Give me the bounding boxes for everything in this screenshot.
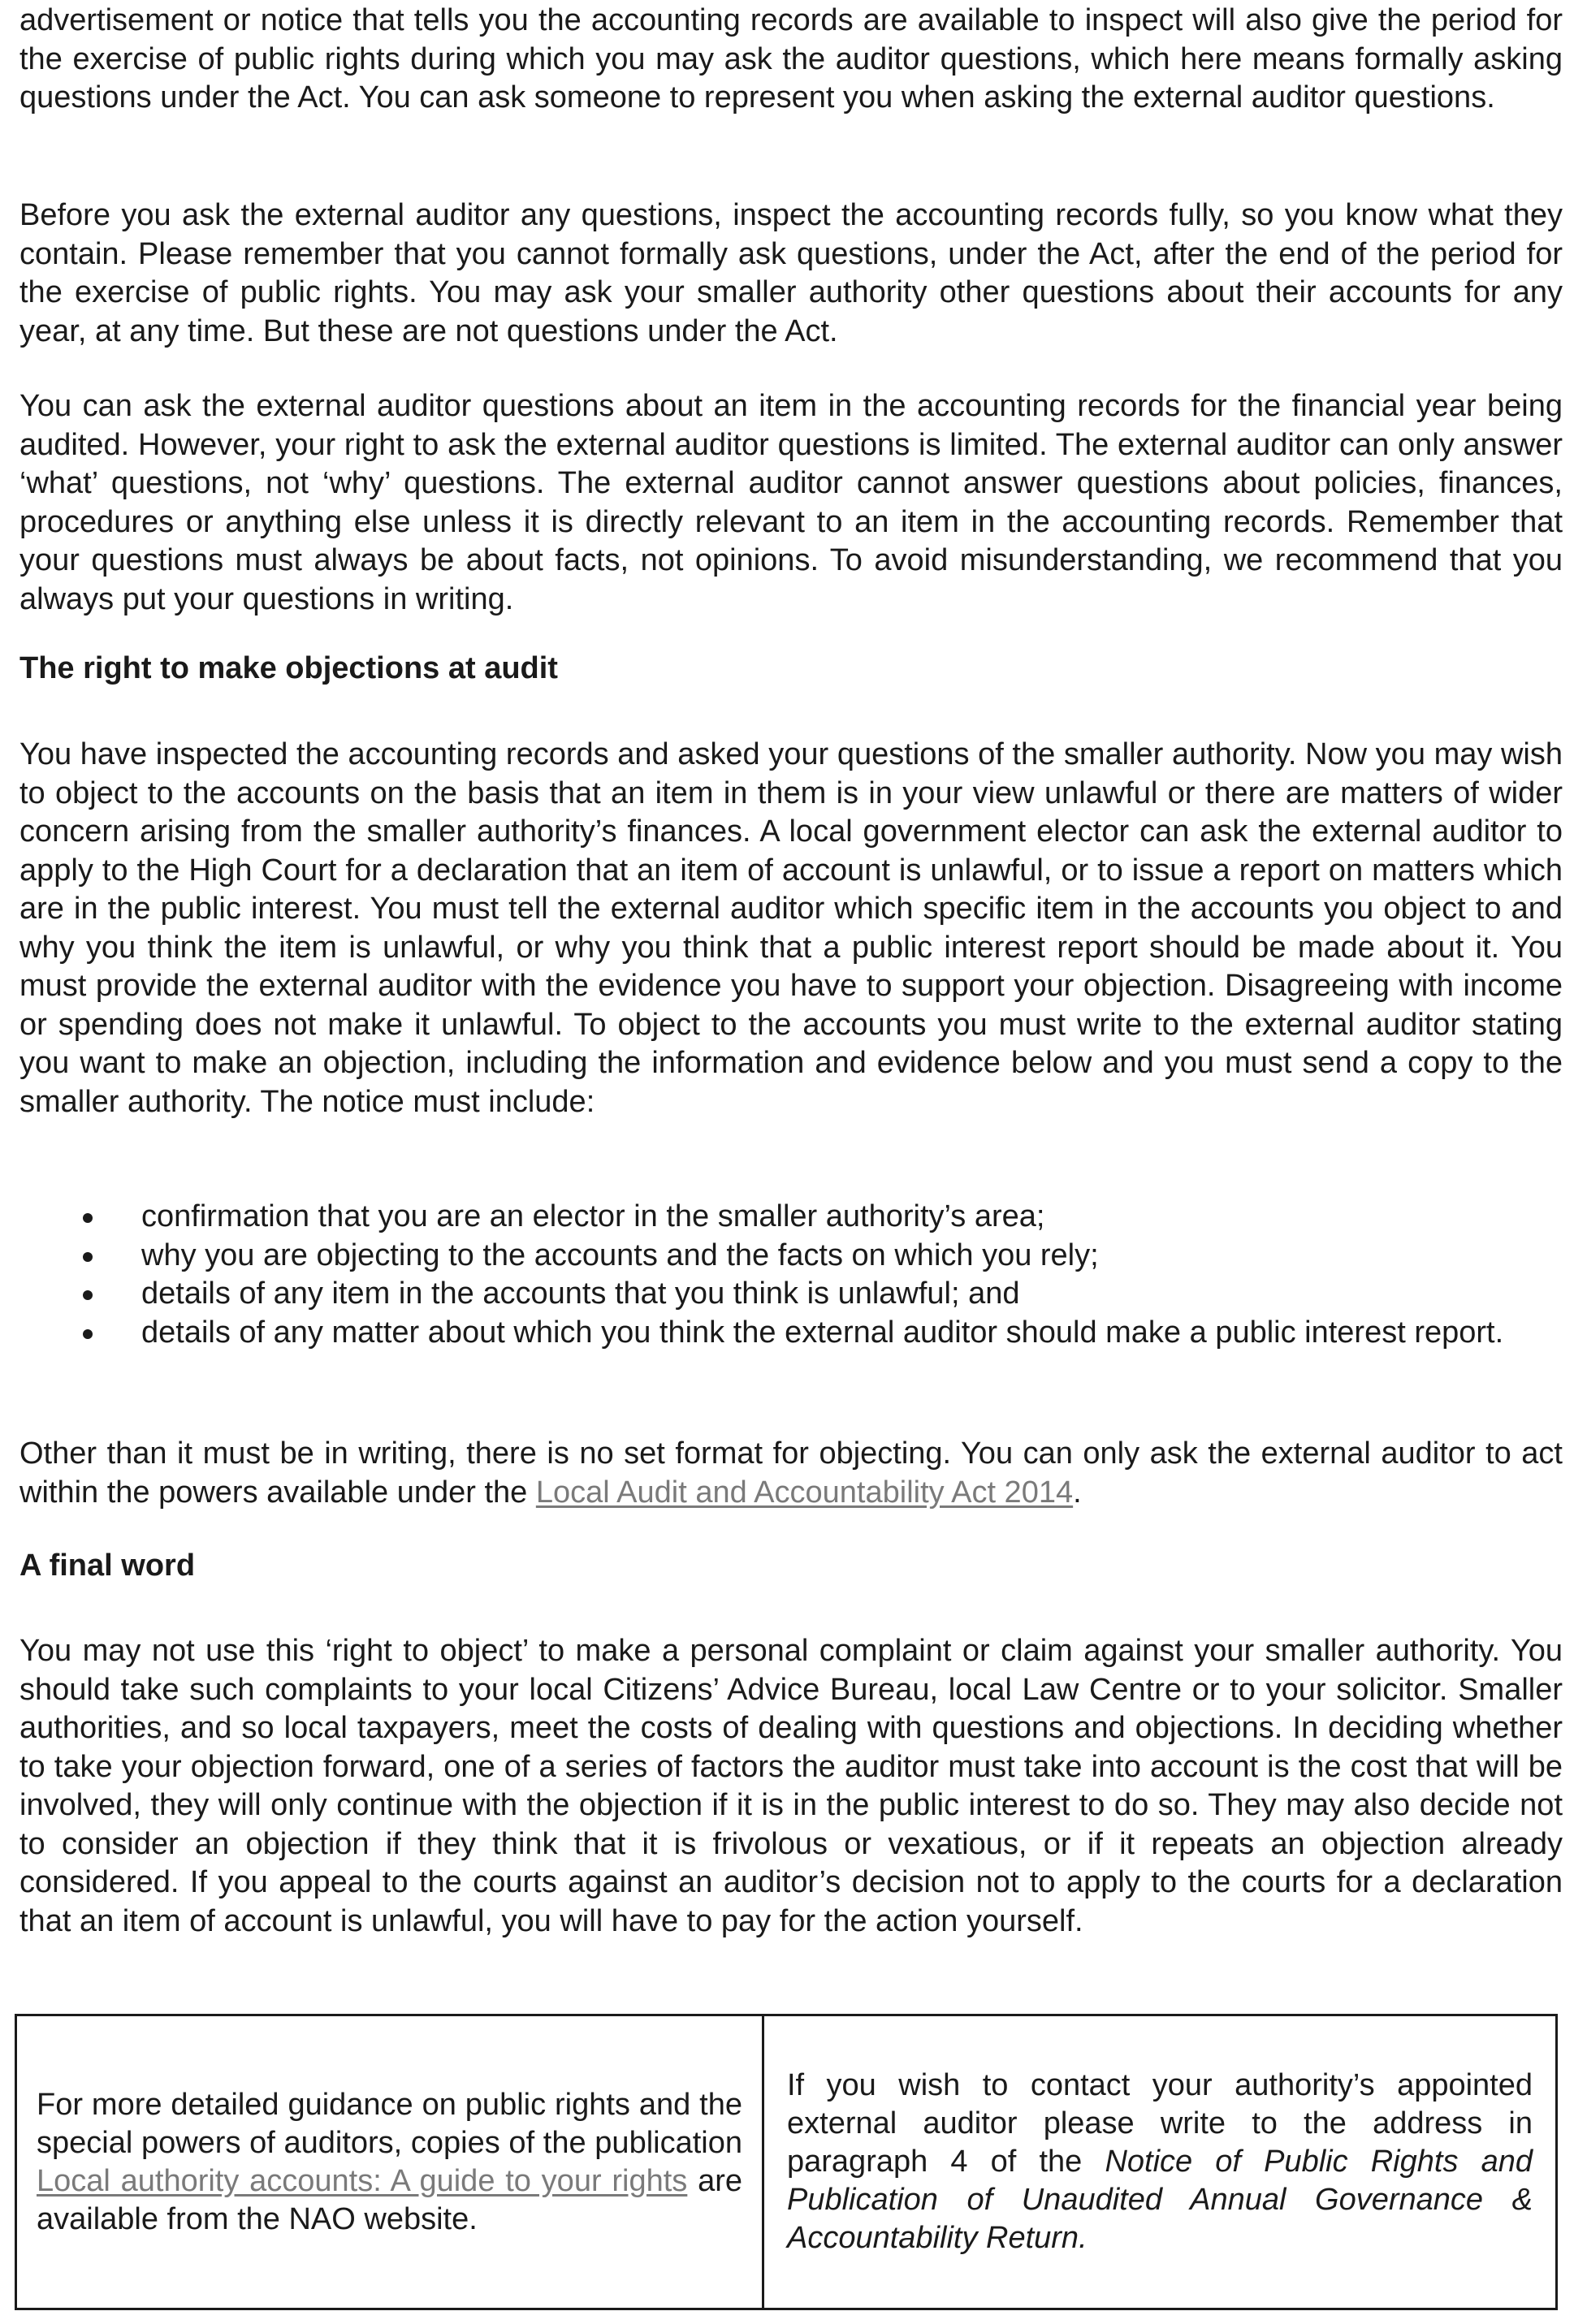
heading-final-word: A final word bbox=[19, 1549, 196, 1583]
paragraph-objection-format: Other than it must be in writing, there is no set format for objecting. You can only ask the external auditor to act within the powers available under the Local Audit and Accountability Act 2014. bbox=[19, 1436, 1563, 1510]
guidance-cell-nao: For more detailed guidance on public rights and the special powers of auditors, copies of the publication Local authority accounts: A guide to your rights are available from the NAO website. bbox=[17, 2016, 764, 2308]
bullet-icon bbox=[83, 1252, 93, 1262]
objection-requirements-list bbox=[19, 1198, 1563, 1352]
guidance-cell-contact-auditor: If you wish to contact your authority’s appointed external auditor please write to the address in paragraph 4 of the Notice of Public Rights and Publication of Unaudited Annual Governance & Accountability Return. bbox=[787, 2068, 1533, 2255]
link-local-audit-act[interactable]: Local Audit and Accountability Act 2014 bbox=[535, 1475, 1074, 1510]
list-item: confirmation that you are an elector in the smaller authority’s area; bbox=[19, 1198, 1563, 1237]
heading-right-to-object: The right to make objections at audit bbox=[19, 651, 558, 685]
list-item: details of any matter about which you think the external auditor should make a public interest report. bbox=[19, 1314, 1563, 1353]
bullet-icon bbox=[83, 1213, 93, 1223]
bullet-icon bbox=[83, 1329, 93, 1339]
paragraph-objections: You have inspected the accounting records and asked your questions of the smaller authority. Now you may wish to object to the accounts on the basis that an item in them is in your view unlawful or there are matters of wider concern arising from the smaller authority’s finances. A local government elector can ask the external auditor to apply to the High Court for a declaration that an item of account is unlawful, or to issue a report on matters which are in the public interest. You must tell the external auditor which specific item in the accounts you object to and why you think the item is unlawful, or why you think that a public interest report should be made about it. You must provide the external auditor with the evidence you have to support your objection. Disagreeing with income or spending does not make it unlawful. To object to the accounts you must write to the external auditor stating you want to make an objection, including the information and evidence below and you must send a copy to the smaller authority. The notice must include: bbox=[19, 737, 1563, 1119]
guidance-box bbox=[15, 2014, 1558, 2310]
paragraph-right-to-ask-limited: You can ask the external auditor questions about an item in the accounting records for the financial year being audited. However, your right to ask the external auditor questions is limited. The external auditor can only answer ‘what’ questions, not ‘why’ questions. The external auditor cannot answer questions about policies, finances, procedures or anything else unless it is directly relevant to an item in the accounting records. Remember that your questions must always be about facts, not opinions. To avoid misunderstanding, we recommend that you always put your questions in writing. bbox=[19, 389, 1563, 616]
list-item: details of any item in the accounts that you think is unlawful; and bbox=[19, 1275, 1563, 1314]
list-item: why you are objecting to the accounts and the facts on which you rely; bbox=[19, 1237, 1563, 1276]
link-guide-to-your-rights[interactable]: Local authority accounts: A guide to your rights bbox=[37, 2163, 688, 2198]
paragraph-auditor-questions-intro: advertisement or notice that tells you the accounting records are available to inspect will also give the period for the exercise of public rights during which you may ask the auditor questions, which here means formally asking questions under the Act. You can ask someone to represent you when asking the external auditor questions. bbox=[19, 3, 1563, 114]
paragraph-final-word: You may not use this ‘right to object’ to make a personal complaint or claim against your smaller authority. You should take such complaints to your local Citizens’ Advice Bureau, local Law Centre or to your solicitor. Smaller authorities, and so local taxpayers, meet the costs of dealing with questions and objections. In deciding whether to take your objection forward, one of a series of factors the auditor must take into account is the cost that will be involved, they will only continue with the objection if it is in the public interest to do so. They may also decide not to consider an objection if they think that it is frivolous or vexatious, or if it repeats an objection already considered. If you appeal to the courts against an auditor’s decision not to apply to the courts for a declaration that an item of account is unlawful, you will have to pay for the action yourself. bbox=[19, 1634, 1563, 1938]
paragraph-inspect-before-asking: Before you ask the external auditor any questions, inspect the accounting records fully, so you know what they contain. Please remember that you cannot formally ask questions, under the Act, after the end of the period for the exercise of public rights. You may ask your smaller authority other questions about their accounts for any year, at any time. But these are not questions under the Act. bbox=[19, 198, 1563, 348]
bullet-icon bbox=[83, 1290, 93, 1300]
